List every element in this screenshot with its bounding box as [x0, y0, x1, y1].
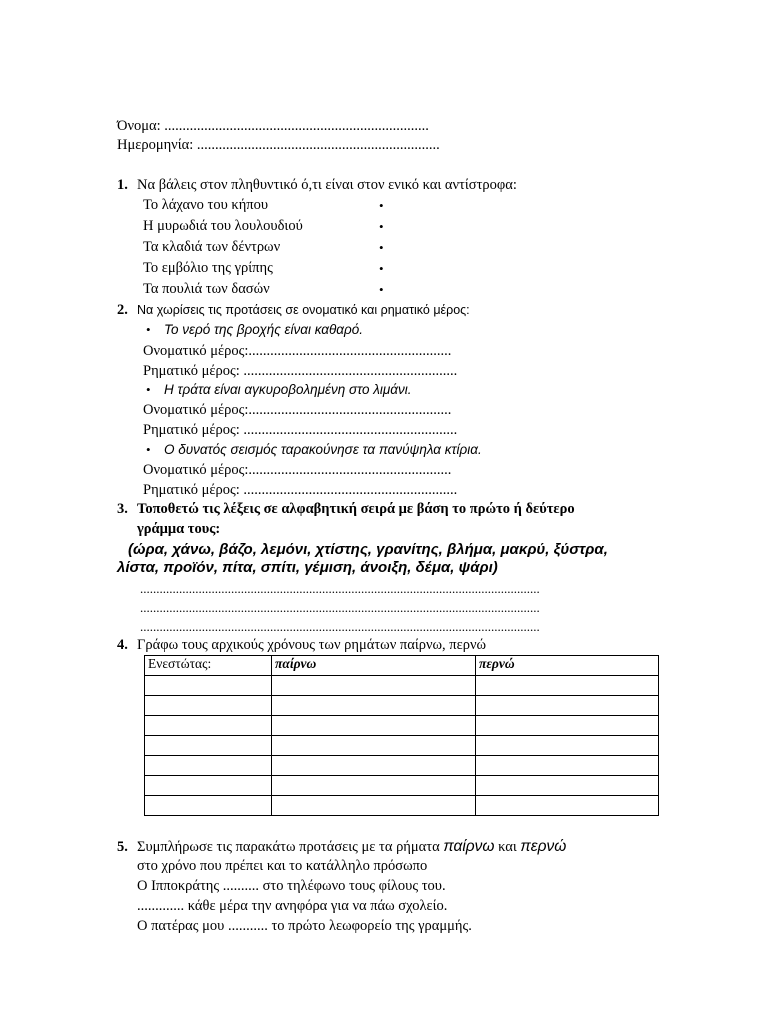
q2-sentence: Ο δυνατός σεισμός ταρακούνησε τα πανύψηλα κτίρια. [164, 442, 482, 457]
table-cell[interactable] [476, 796, 659, 816]
table-cell[interactable] [272, 716, 476, 736]
q1-item: Τα πουλιά των δασών [143, 281, 270, 297]
table-cell[interactable] [145, 696, 272, 716]
q3-instruction: 3. Τοποθετώ τις λέξεις σε αλφαβητική σειρά με βάση το πρώτο ή δεύτερο [117, 501, 575, 517]
q5-sentence: ............. κάθε μέρα την ανηφόρα για να πάω σχολείο. [137, 898, 448, 914]
bullet-icon: • [379, 261, 384, 276]
nominal-part-line: Ονοματικό μέρος:........................................................ [143, 402, 452, 418]
table-cell[interactable] [272, 736, 476, 756]
table-row [145, 676, 659, 696]
table-cell[interactable] [476, 696, 659, 716]
table-cell[interactable] [272, 756, 476, 776]
q1-item: Τα κλαδιά των δέντρων [143, 239, 281, 255]
bullet-icon: • [146, 442, 151, 457]
table-row [145, 756, 659, 776]
bullet-icon: • [379, 219, 384, 234]
q3-answer-line: ........................................................................................................................... [140, 600, 540, 615]
q4-number: 4. [117, 637, 128, 653]
table-cell[interactable] [272, 796, 476, 816]
table-cell[interactable] [476, 716, 659, 736]
q1-item: Η μυρωδιά του λουλουδιού [143, 218, 303, 234]
table-cell[interactable] [476, 776, 659, 796]
q3-number: 3. [117, 501, 128, 517]
q5-instruction: 5. Συμπλήρωσε τις παρακάτω προτάσεις με τα ρήματα παίρνω και περνώ [117, 838, 567, 855]
q1-item: Το λάχανο του κήπου [143, 197, 269, 213]
table-cell[interactable] [476, 736, 659, 756]
q1-instruction: 1. Να βάλεις στον πληθυντικό ό,τι είναι στον ενικό και αντίστροφα: [117, 177, 517, 193]
table-cell[interactable] [145, 756, 272, 776]
table-cell[interactable] [272, 776, 476, 796]
table-cell[interactable] [476, 676, 659, 696]
q3-instruction-line2: γράμμα τους: [137, 521, 221, 537]
q5-sentence: Ο Ιπποκράτης .......... στο τηλέφωνο τους φίλους του. [137, 878, 446, 894]
q3-answer-line: ........................................................................................................................... [140, 581, 540, 596]
tenses-table [144, 655, 659, 816]
table-row [145, 696, 659, 716]
verbal-part-line: Ρηματικό μέρος: ........................................................... [143, 482, 458, 498]
q2-instruction: 2. Να χωρίσεις τις προτάσεις σε ονοματικό και ρηματικό μέρος: [117, 302, 470, 318]
q5-sentence: Ο πατέρας μου ........... το πρώτο λεωφορείο της γραμμής. [137, 918, 472, 934]
q1-number: 1. [117, 177, 128, 193]
table-cell[interactable] [272, 696, 476, 716]
table-header-row [145, 656, 659, 676]
bullet-icon: • [379, 198, 384, 213]
q3-answer-line: ........................................................................................................................... [140, 619, 540, 634]
table-row [145, 776, 659, 796]
date-line: Ημερομηνία: ................................................................... [117, 137, 440, 153]
table-cell[interactable] [145, 676, 272, 696]
q2-sentence: Το νερό της βροχής είναι καθαρό. [164, 322, 363, 337]
nominal-part-line: Ονοματικό μέρος:........................................................ [143, 462, 452, 478]
table-row [145, 796, 659, 816]
q5-number: 5. [117, 839, 128, 855]
table-row [145, 736, 659, 756]
nominal-part-line: Ονοματικό μέρος:........................................................ [143, 343, 452, 359]
table-cell[interactable] [476, 756, 659, 776]
table-cell[interactable] [145, 736, 272, 756]
q3-word-list: (ώρα, χάνω, βάζο, λεμόνι, χτίστης, γρανίτης, βλήμα, μακρύ, ξύστρα, [128, 541, 608, 558]
bullet-icon: • [379, 240, 384, 255]
table-header-cell: περνώ [476, 656, 659, 676]
name-line: Όνομα: ......................................................................... [117, 118, 429, 134]
q5-instruction-line2: στο χρόνο που πρέπει και το κατάλληλο πρόσωπο [137, 858, 428, 874]
q3-word-list: λίστα, προϊόν, πίτα, σπίτι, γέμιση, άνοιξη, δέμα, ψάρι) [117, 559, 498, 576]
table-header-cell: παίρνω [272, 656, 476, 676]
table-cell[interactable] [145, 796, 272, 816]
table-row [145, 716, 659, 736]
verbal-part-line: Ρηματικό μέρος: ........................................................... [143, 422, 458, 438]
table-cell[interactable] [272, 676, 476, 696]
table-cell[interactable] [145, 776, 272, 796]
bullet-icon: • [146, 322, 151, 337]
bullet-icon: • [379, 282, 384, 297]
table-header-cell: Ενεστώτας: [145, 656, 272, 676]
bullet-icon: • [146, 382, 151, 397]
q1-item: Το εμβόλιο της γρίπης [143, 260, 273, 276]
table-cell[interactable] [145, 716, 272, 736]
q2-sentence: Η τράτα είναι αγκυροβολημένη στο λιμάνι. [164, 382, 412, 397]
q5-verb: περνώ [520, 838, 567, 855]
verbal-part-line: Ρηματικό μέρος: ........................................................... [143, 363, 458, 379]
q5-verb: παίρνω [443, 838, 495, 855]
q4-instruction: 4. Γράφω τους αρχικούς χρόνους των ρημάτων παίρνω, περνώ [117, 637, 487, 653]
q2-number: 2. [117, 302, 128, 318]
